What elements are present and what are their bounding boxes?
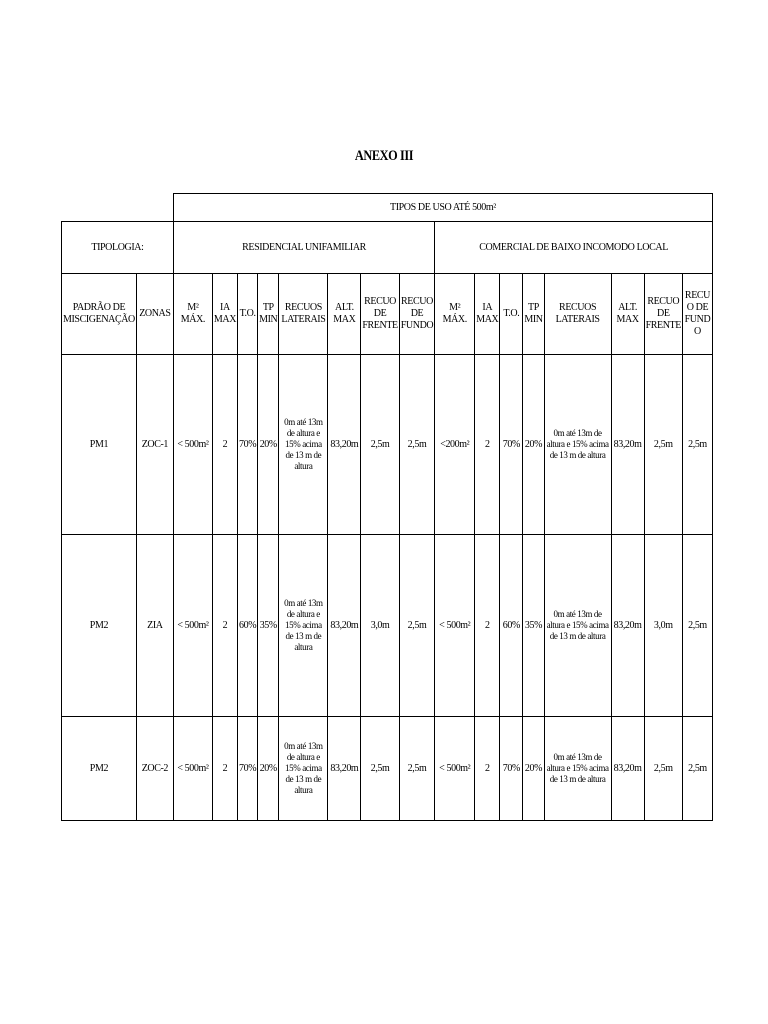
col-res-recuos-laterais: RECUOS LATERAIS — [279, 274, 328, 355]
col-com-recuo-frente: RECUO DE FRENTE — [644, 274, 682, 355]
cell-com-alt-max: 83,20m — [611, 355, 644, 535]
col-com-recuo-fundo: RECU O DE FUND O — [682, 274, 712, 355]
cell-com-recuos-laterais: 0m até 13m de altura e 15% acima de 13 m de altura — [544, 535, 611, 717]
cell-com-recuo-fundo: 2,5m — [682, 717, 712, 821]
cell-com-to: 70% — [500, 717, 523, 821]
tipologia-row — [62, 222, 713, 274]
cell-res-ia-max: 2 — [212, 535, 237, 717]
cell-com-recuo-frente: 3,0m — [644, 535, 682, 717]
cell-res-tp-min: 20% — [258, 355, 279, 535]
group-comercial: COMERCIAL DE BAIXO INCOMODO LOCAL — [435, 222, 713, 274]
col-com-recuos-laterais: RECUOS LATERAIS — [544, 274, 611, 355]
tipos-header: TIPOS DE USO ATÉ 500m² — [173, 194, 712, 222]
cell-com-alt-max: 83,20m — [611, 535, 644, 717]
col-res-ia-max: IA MAX — [212, 274, 237, 355]
tipologia-label: TIPOLOGIA: — [62, 222, 174, 274]
cell-com-recuo-fundo: 2,5m — [682, 535, 712, 717]
tipos-row — [62, 194, 713, 222]
zoning-table — [61, 193, 713, 821]
col-zonas: ZONAS — [136, 274, 173, 355]
col-com-alt-max: ALT. MAX — [611, 274, 644, 355]
cell-res-ia-max: 2 — [212, 717, 237, 821]
col-res-recuo-fundo: RECUO DE FUNDO — [399, 274, 434, 355]
cell-res-ia-max: 2 — [212, 355, 237, 535]
group-residencial: RESIDENCIAL UNIFAMILIAR — [173, 222, 434, 274]
col-res-m2-max: M² MÁX. — [173, 274, 212, 355]
cell-com-to: 70% — [500, 355, 523, 535]
table-row — [62, 355, 713, 535]
cell-res-tp-min: 35% — [258, 535, 279, 717]
cell-padrao: PM2 — [62, 535, 137, 717]
cell-res-to: 70% — [238, 355, 258, 535]
cell-res-recuos-laterais: 0m até 13m de altura e 15% acima de 13 m de altura — [279, 355, 328, 535]
blank-cell — [62, 194, 174, 222]
cell-res-recuos-laterais: 0m até 13m de altura e 15% acima de 13 m de altura — [279, 717, 328, 821]
col-com-to: T.O. — [500, 274, 523, 355]
col-com-tp-min: TP MIN — [523, 274, 544, 355]
cell-res-to: 60% — [238, 535, 258, 717]
cell-com-ia-max: 2 — [475, 717, 500, 821]
col-padrao: PADRÃO DE MISCIGENAÇÃO — [62, 274, 137, 355]
cell-com-tp-min: 20% — [523, 355, 544, 535]
cell-res-recuo-frente: 3,0m — [361, 535, 399, 717]
cell-com-recuo-frente: 2,5m — [644, 355, 682, 535]
cell-res-alt-max: 83,20m — [328, 717, 361, 821]
cell-res-m2-max: < 500m² — [173, 717, 212, 821]
cell-com-ia-max: 2 — [475, 535, 500, 717]
cell-com-recuos-laterais: 0m até 13m de altura e 15% acima de 13 m de altura — [544, 717, 611, 821]
cell-res-tp-min: 20% — [258, 717, 279, 821]
cell-res-alt-max: 83,20m — [328, 355, 361, 535]
col-res-to: T.O. — [238, 274, 258, 355]
cell-padrao: PM2 — [62, 717, 137, 821]
cell-res-recuo-fundo: 2,5m — [399, 535, 434, 717]
table-row — [62, 535, 713, 717]
table-row — [62, 717, 713, 821]
cell-zona: ZIA — [136, 535, 173, 717]
col-com-m2-max: M² MÁX. — [435, 274, 475, 355]
page-title: ANEXO III — [354, 148, 414, 164]
col-com-ia-max: IA MAX — [475, 274, 500, 355]
cell-com-to: 60% — [500, 535, 523, 717]
cell-res-recuo-fundo: 2,5m — [399, 717, 434, 821]
cell-res-m2-max: < 500m² — [173, 535, 212, 717]
cell-com-tp-min: 35% — [523, 535, 544, 717]
cell-res-recuo-frente: 2,5m — [361, 717, 399, 821]
col-res-tp-min: TP MIN — [258, 274, 279, 355]
col-res-alt-max: ALT. MAX — [328, 274, 361, 355]
cell-padrao: PM1 — [62, 355, 137, 535]
cell-res-recuos-laterais: 0m até 13m de altura e 15% acima de 13 m de altura — [279, 535, 328, 717]
cell-com-m2-max: <200m² — [435, 355, 475, 535]
cell-com-recuos-laterais: 0m até 13m de altura e 15% acima de 13 m de altura — [544, 355, 611, 535]
cell-res-recuo-frente: 2,5m — [361, 355, 399, 535]
cell-com-alt-max: 83,20m — [611, 717, 644, 821]
cell-res-m2-max: < 500m² — [173, 355, 212, 535]
cell-res-recuo-fundo: 2,5m — [399, 355, 434, 535]
cell-com-tp-min: 20% — [523, 717, 544, 821]
cell-com-recuo-frente: 2,5m — [644, 717, 682, 821]
cell-zona: ZOC-2 — [136, 717, 173, 821]
cell-com-recuo-fundo: 2,5m — [682, 355, 712, 535]
col-res-recuo-frente: RECUO DE FRENTE — [361, 274, 399, 355]
column-header-row — [62, 274, 713, 355]
cell-zona: ZOC-1 — [136, 355, 173, 535]
cell-res-to: 70% — [238, 717, 258, 821]
cell-com-ia-max: 2 — [475, 355, 500, 535]
cell-res-alt-max: 83,20m — [328, 535, 361, 717]
cell-com-m2-max: < 500m² — [435, 717, 475, 821]
cell-com-m2-max: < 500m² — [435, 535, 475, 717]
